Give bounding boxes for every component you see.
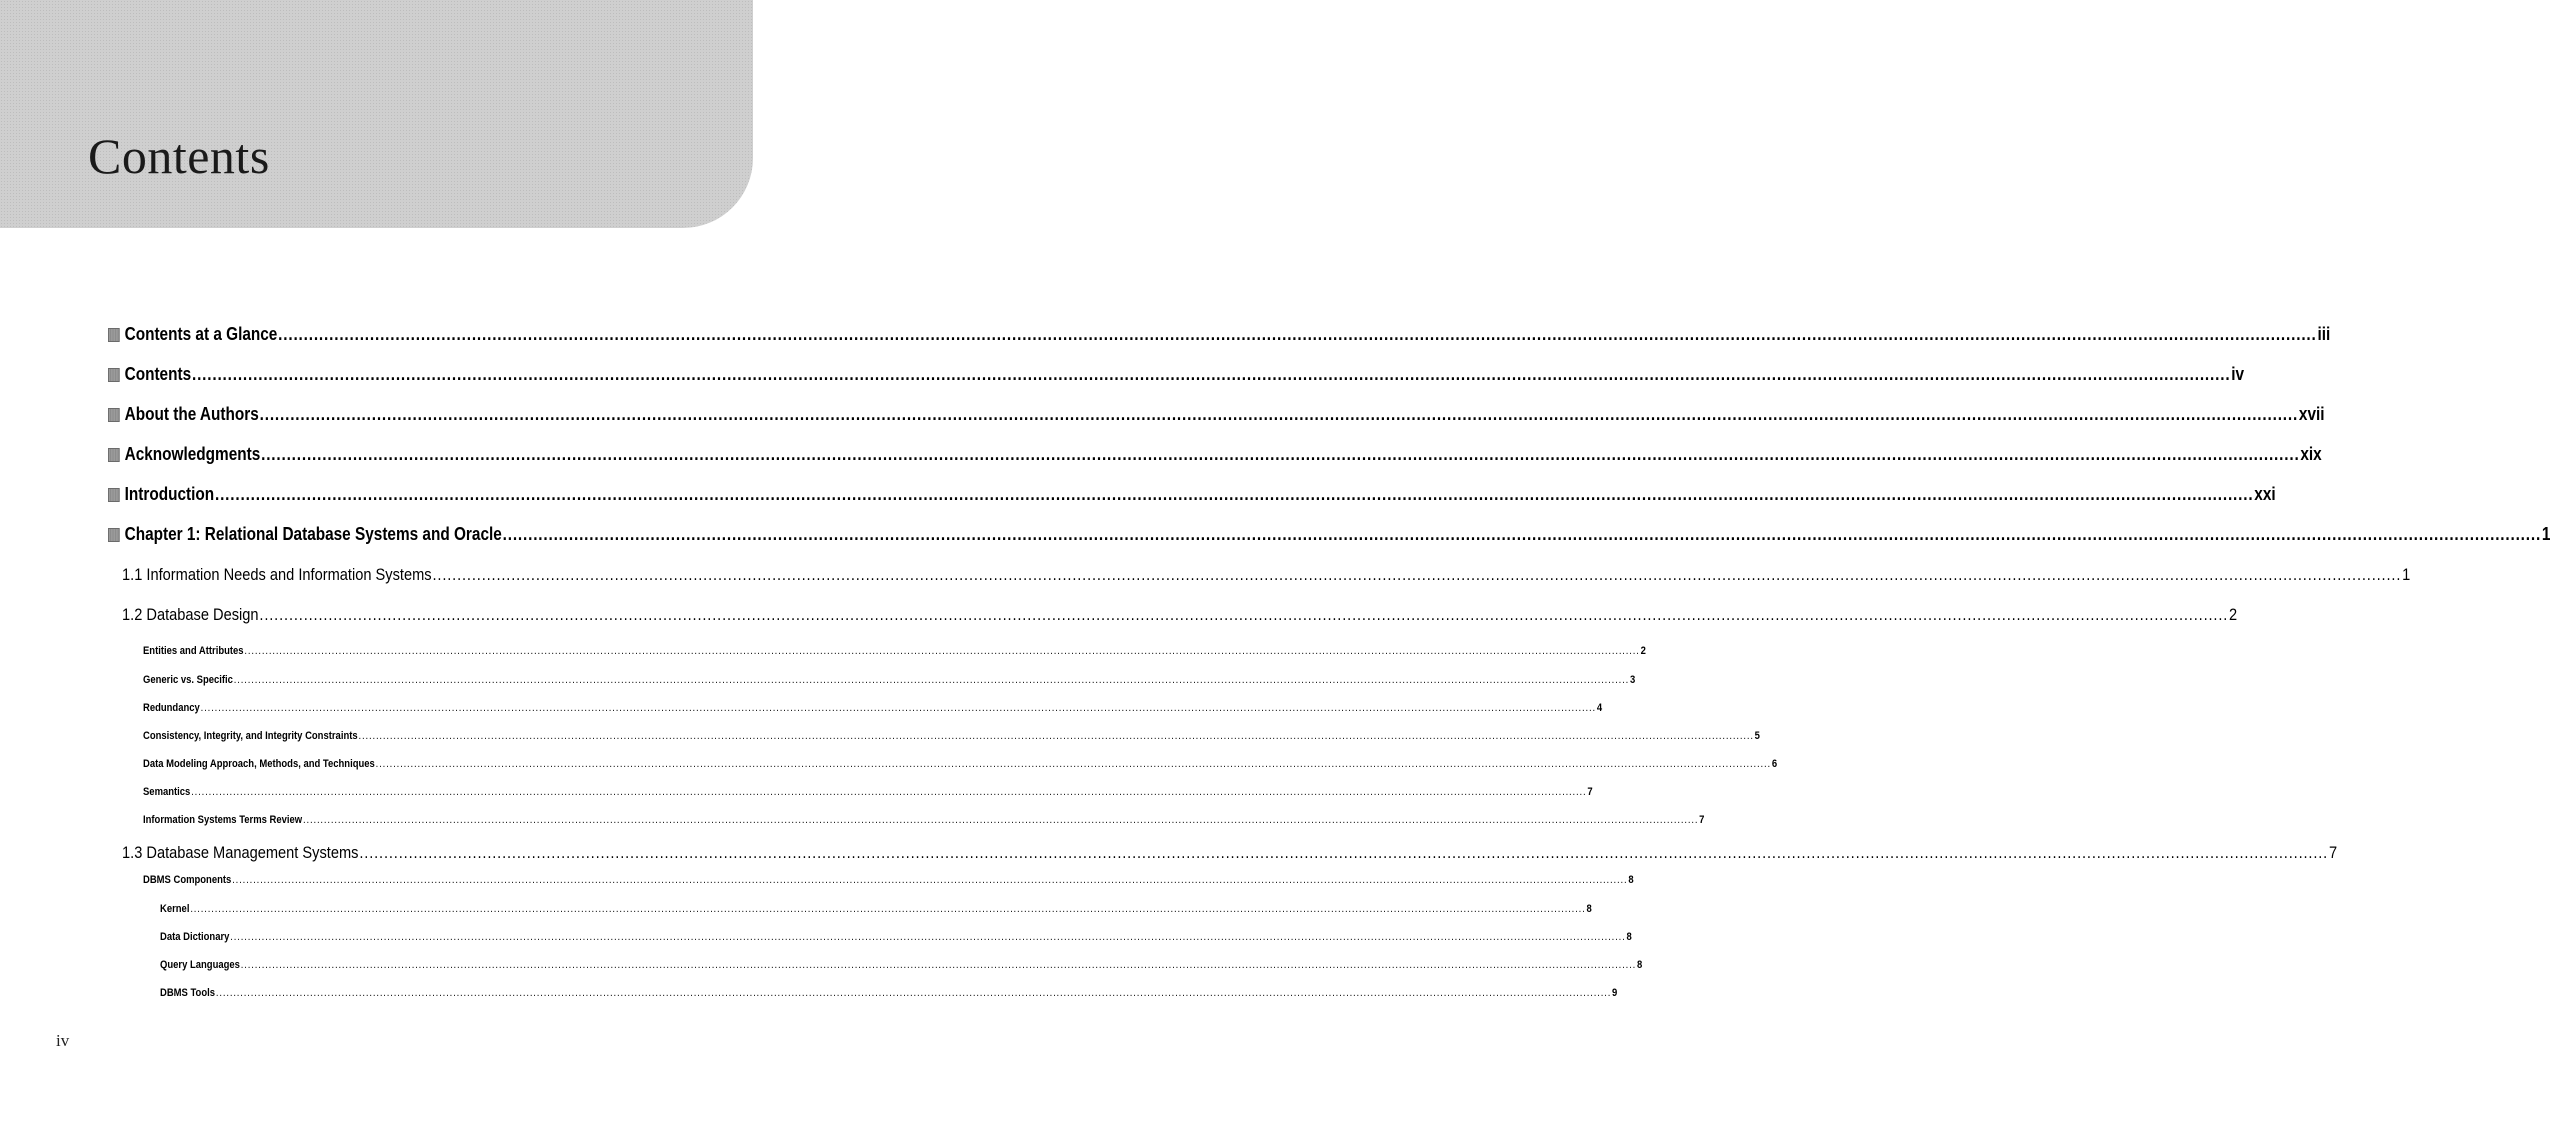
- toc-entry-page: 2: [2229, 605, 2238, 624]
- toc-entry-title: DBMS Tools: [160, 987, 216, 999]
- toc-entry-title: 1.3 Database Management Systems: [122, 843, 359, 862]
- toc-entry-title: Introduction: [124, 483, 215, 504]
- toc-entry-title: Acknowledgments: [124, 443, 261, 464]
- dot-leader: ................................................................................................................................................................................................................................................................................................................................................................................................................: [359, 843, 2329, 862]
- toc-entry[interactable]: [122, 565, 2411, 587]
- toc-entry-page: iii: [2317, 323, 2331, 344]
- toc-entry-title: Information Systems Terms Review: [143, 814, 303, 826]
- toc-entry-page: 3: [1629, 674, 1636, 686]
- dot-leader: ................................................................................................................................................................................................................................................................................................................................................................................................................: [244, 645, 1640, 657]
- dot-leader: ................................................................................................................................................................................................................................................................................................................................................................................................................: [232, 874, 1628, 886]
- toc-entry-title: Entities and Attributes: [143, 645, 244, 657]
- square-bullet-icon: [108, 408, 120, 422]
- toc-entry-title: 1.1 Information Needs and Information Systems: [122, 565, 432, 584]
- toc-entry-page: 6: [1771, 758, 1778, 770]
- square-bullet-icon: [108, 328, 120, 342]
- toc-entry-page: 7: [2328, 843, 2338, 862]
- toc-entry-page: 2: [1640, 645, 1646, 657]
- toc-entry[interactable]: [108, 523, 2550, 547]
- toc-entry-title: Data Modeling Approach, Methods, and Techniques: [143, 758, 375, 770]
- toc-entry-title: Data Dictionary: [160, 931, 230, 943]
- toc-entry-page: xvii: [2298, 403, 2325, 424]
- toc-entry[interactable]: [143, 645, 1646, 660]
- dot-leader: ................................................................................................................................................................................................................................................................................................................................................................................................................: [190, 903, 1586, 915]
- toc-entry-page: 7: [1699, 814, 1705, 826]
- toc-entry-title: DBMS Components: [143, 874, 232, 886]
- dot-leader: ................................................................................................................................................................................................................................................................................................................................................................................................................: [502, 523, 2542, 544]
- toc-entry-page: 8: [1628, 874, 1634, 886]
- toc-entry-page: xxi: [2254, 483, 2276, 504]
- square-bullet-icon: [108, 488, 120, 502]
- toc-entry-title: Contents: [124, 363, 192, 384]
- toc-entry-page: 5: [1754, 730, 1760, 742]
- toc-entry-title: About the Authors: [124, 403, 259, 424]
- toc-entry-page: xix: [2300, 443, 2322, 464]
- square-bullet-icon: [108, 448, 120, 462]
- toc-entry-page: iv: [2231, 363, 2245, 384]
- toc-entry[interactable]: [160, 903, 1592, 918]
- toc-entry-title: Chapter 1: Relational Database Systems and Oracle: [124, 523, 502, 544]
- dot-leader: ................................................................................................................................................................................................................................................................................................................................................................................................................: [302, 814, 1699, 826]
- toc-entry[interactable]: [143, 702, 1603, 717]
- toc-entry-title: Query Languages: [160, 959, 240, 971]
- toc-entry[interactable]: [143, 874, 1634, 889]
- toc-entry-page: 8: [1586, 903, 1592, 915]
- page-number: iv: [56, 1031, 70, 1050]
- square-bullet-icon: [108, 528, 120, 542]
- page-title: Contents: [88, 128, 270, 184]
- toc-entry[interactable]: [108, 443, 2322, 467]
- toc-entry-page: 7: [1587, 786, 1593, 798]
- toc-entry-title: Contents at a Glance: [124, 323, 278, 344]
- toc-entry-title: Kernel: [160, 903, 190, 915]
- toc-entry-title: 1.2 Database Design: [122, 605, 259, 624]
- dot-leader: ................................................................................................................................................................................................................................................................................................................................................................................................................: [230, 931, 1626, 943]
- toc-entry[interactable]: [160, 987, 1618, 1002]
- toc-entry[interactable]: [108, 363, 2245, 387]
- toc-entry[interactable]: [143, 674, 1636, 689]
- toc-entry-page: 9: [1612, 987, 1618, 999]
- dot-leader: ................................................................................................................................................................................................................................................................................................................................................................................................................: [191, 363, 2231, 384]
- dot-leader: ................................................................................................................................................................................................................................................................................................................................................................................................................: [240, 959, 1637, 971]
- dot-leader: ................................................................................................................................................................................................................................................................................................................................................................................................................: [375, 758, 1771, 770]
- toc-entry[interactable]: [108, 483, 2276, 507]
- dot-leader: ................................................................................................................................................................................................................................................................................................................................................................................................................: [259, 403, 2299, 424]
- dot-leader: ................................................................................................................................................................................................................................................................................................................................................................................................................: [214, 483, 2254, 504]
- toc-entry-title: Redundancy: [143, 702, 200, 714]
- dot-leader: ................................................................................................................................................................................................................................................................................................................................................................................................................: [200, 702, 1596, 714]
- dot-leader: ................................................................................................................................................................................................................................................................................................................................................................................................................: [191, 786, 1587, 798]
- toc-entry[interactable]: [108, 403, 2325, 427]
- dot-leader: ................................................................................................................................................................................................................................................................................................................................................................................................................: [261, 443, 2300, 464]
- toc-entry-page: 1: [2402, 565, 2411, 584]
- dot-leader: ................................................................................................................................................................................................................................................................................................................................................................................................................: [432, 565, 2402, 584]
- toc-entry[interactable]: [122, 605, 2238, 627]
- toc-entry-page: 4: [1596, 702, 1603, 714]
- dot-leader: ................................................................................................................................................................................................................................................................................................................................................................................................................: [215, 987, 1612, 999]
- toc-entry-title: Semantics: [143, 786, 191, 798]
- toc-entry[interactable]: [122, 843, 2338, 865]
- square-bullet-icon: [108, 368, 120, 382]
- toc-entry[interactable]: [160, 931, 1632, 946]
- toc-entry[interactable]: [143, 730, 1760, 745]
- dot-leader: ................................................................................................................................................................................................................................................................................................................................................................................................................: [259, 605, 2229, 624]
- toc-entry[interactable]: [108, 323, 2331, 347]
- toc-entry-title: Generic vs. Specific: [143, 674, 233, 686]
- toc-entry-page: 8: [1636, 959, 1643, 971]
- dot-leader: ................................................................................................................................................................................................................................................................................................................................................................................................................: [358, 730, 1754, 742]
- toc-entry-page: 8: [1626, 931, 1632, 943]
- dot-leader: ................................................................................................................................................................................................................................................................................................................................................................................................................: [278, 323, 2317, 344]
- toc-entry[interactable]: [143, 758, 1778, 773]
- dot-leader: ................................................................................................................................................................................................................................................................................................................................................................................................................: [233, 674, 1630, 686]
- toc-entry[interactable]: [160, 959, 1643, 974]
- toc-entry-page: 1: [2541, 523, 2550, 544]
- toc-entry[interactable]: [143, 786, 1593, 801]
- toc-entry[interactable]: [143, 814, 1705, 829]
- toc-entry-title: Consistency, Integrity, and Integrity Constraints: [143, 730, 358, 742]
